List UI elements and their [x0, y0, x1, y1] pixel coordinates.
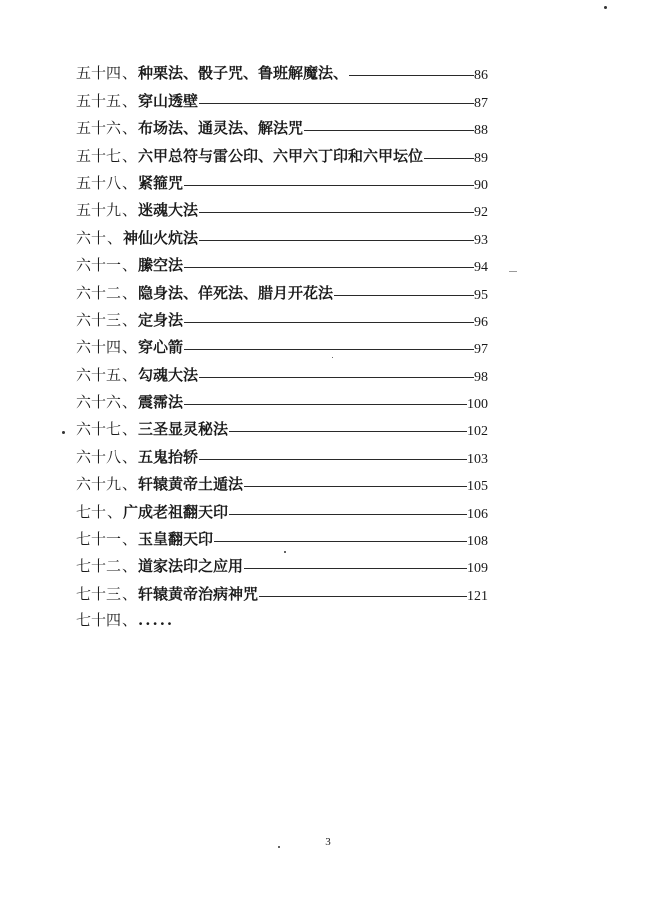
toc-entry-title: 种栗法、骰子咒、鲁班解魔法、	[138, 64, 349, 83]
toc-dot-leader	[214, 541, 467, 542]
toc-entry-number: 六十九	[76, 475, 122, 494]
toc-entry-separator: 、	[122, 365, 138, 384]
toc-entry-number: 七十二	[76, 557, 122, 576]
toc-entry-page: 100	[467, 397, 488, 413]
toc-entry-separator: 、	[122, 201, 138, 220]
toc-entry-title: 道家法印之应用	[138, 557, 244, 576]
toc-dot-leader	[184, 185, 474, 186]
toc-entry	[76, 384, 488, 411]
toc-entry-separator: 、	[122, 530, 138, 549]
toc-entry-number: 六十八	[76, 447, 122, 466]
toc-entry	[76, 548, 488, 575]
toc-entry-page: 95	[474, 287, 488, 303]
toc-entry-title: 穿山透壁	[138, 91, 199, 110]
toc-entry-separator: 、	[107, 228, 123, 247]
toc-dot-leader	[244, 486, 467, 487]
toc-dot-leader	[199, 212, 474, 213]
toc-entry-number: 五十四	[76, 64, 122, 83]
toc-entry-number: 七十四	[76, 611, 122, 630]
toc-entry	[76, 302, 488, 329]
page-number: 3	[325, 836, 331, 848]
toc-entry-separator: 、	[122, 119, 138, 138]
toc-entry-title: 勾魂大法	[138, 365, 199, 384]
toc-entry-page: 86	[474, 68, 488, 84]
toc-dot-leader	[304, 130, 474, 131]
toc-entry-number: 六十一	[76, 256, 122, 275]
table-of-contents	[76, 55, 488, 603]
toc-entry-title: 穿心箭	[138, 338, 184, 357]
toc-dot-leader	[229, 514, 467, 515]
toc-entry-number: 六十三	[76, 310, 122, 329]
toc-entry-page: 87	[474, 95, 488, 111]
toc-entry-page: 92	[474, 205, 488, 221]
toc-dot-leader	[259, 596, 467, 597]
toc-entry-number: 六十六	[76, 393, 122, 412]
scan-speck	[604, 6, 607, 9]
scan-speck	[284, 551, 286, 553]
toc-entry-page: 96	[474, 314, 488, 330]
toc-entry-page: 88	[474, 123, 488, 139]
toc-dot-leader	[184, 267, 474, 268]
toc-entry-title: 广成老祖翻天印	[123, 502, 229, 521]
toc-entry-number: 五十九	[76, 201, 122, 220]
toc-entry	[76, 466, 488, 493]
scan-speck	[278, 846, 280, 848]
toc-entry-separator: 、	[122, 420, 138, 439]
toc-entry	[76, 493, 488, 520]
toc-entry-page: 89	[474, 150, 488, 166]
toc-entry-title: 布场法、通灵法、解法咒	[138, 119, 304, 138]
toc-entry-ellipsis: .....	[138, 611, 175, 630]
scan-speck	[62, 431, 65, 434]
toc-entry-title: 三圣显灵秘法	[138, 420, 229, 439]
toc-entry	[76, 137, 488, 164]
toc-dot-leader	[199, 459, 467, 460]
toc-entry-title: 五鬼抬轿	[138, 447, 199, 466]
toc-entry-title: 神仙火炕法	[123, 228, 199, 247]
toc-entry-page: 93	[474, 232, 488, 248]
toc-entry-page: 106	[467, 506, 488, 522]
toc-entry-page: 97	[474, 342, 488, 358]
toc-entry-title: 紧箍咒	[138, 173, 184, 192]
toc-entry-number: 五十七	[76, 146, 122, 165]
toc-entry-page: 102	[467, 424, 488, 440]
toc-entry-number: 五十六	[76, 119, 122, 138]
toc-entry	[76, 219, 488, 246]
toc-entry-separator: 、	[122, 64, 138, 83]
toc-dot-leader	[244, 568, 467, 569]
toc-dot-leader	[334, 295, 474, 296]
toc-entry	[76, 274, 488, 301]
toc-entry-title: 縢空法	[138, 256, 184, 275]
toc-entry-separator: 、	[122, 173, 138, 192]
toc-dot-leader	[199, 240, 474, 241]
toc-entry-separator: 、	[122, 447, 138, 466]
toc-dot-leader	[199, 377, 474, 378]
toc-entry-number: 六十四	[76, 338, 122, 357]
toc-entry	[76, 247, 488, 274]
toc-dot-leader	[424, 158, 474, 159]
toc-entry-page: 103	[467, 451, 488, 467]
toc-entry-separator: 、	[122, 91, 138, 110]
toc-entry-title: 震霈法	[138, 393, 184, 412]
toc-entry	[76, 55, 488, 82]
toc-entry-number: 七十	[76, 502, 107, 521]
toc-entry-separator: 、	[122, 338, 138, 357]
scan-edge-mark	[509, 271, 517, 272]
toc-entry	[76, 438, 488, 465]
toc-entry	[76, 192, 488, 219]
toc-entry-separator: 、	[122, 146, 138, 165]
toc-entry-number: 七十一	[76, 530, 122, 549]
toc-entry-number: 六十七	[76, 420, 122, 439]
toc-entry-separator: 、	[122, 393, 138, 412]
toc-entry-separator: 、	[122, 611, 138, 630]
toc-entry-title: 轩辕黄帝治病神咒	[138, 584, 259, 603]
toc-entry	[76, 411, 488, 438]
toc-entry-title: 六甲总符与雷公印、六甲六丁印和六甲坛位	[138, 146, 424, 165]
toc-entry-number: 七十三	[76, 584, 122, 603]
toc-entry-separator: 、	[122, 283, 138, 302]
toc-dot-leader	[229, 431, 467, 432]
toc-dot-leader	[184, 404, 467, 405]
toc-entry	[76, 575, 488, 602]
toc-dot-leader	[184, 349, 474, 350]
toc-entry-title: 玉皇翻天印	[138, 530, 214, 549]
toc-entry-page: 108	[467, 534, 488, 550]
toc-dot-leader	[199, 103, 474, 104]
toc-entry-title: 迷魂大法	[138, 201, 199, 220]
toc-entry	[76, 110, 488, 137]
toc-dot-leader	[184, 322, 474, 323]
toc-entry-number: 五十五	[76, 91, 122, 110]
toc-entry-separator: 、	[122, 256, 138, 275]
toc-entry-page: 105	[467, 479, 488, 495]
toc-entry-separator: 、	[122, 557, 138, 576]
toc-entry-separator: 、	[122, 310, 138, 329]
toc-entry-page: 94	[474, 260, 488, 276]
toc-entry-page: 109	[467, 561, 488, 577]
toc-entry-page: 121	[467, 588, 488, 604]
toc-entry-separator: 、	[122, 584, 138, 603]
toc-entry-number: 六十	[76, 228, 107, 247]
toc-entry-title: 定身法	[138, 310, 184, 329]
toc-entry	[76, 521, 488, 548]
toc-entry-page: 98	[474, 369, 488, 385]
scan-speck	[332, 357, 333, 358]
toc-entry-title: 轩辕黄帝土遁法	[138, 475, 244, 494]
toc-entry-number: 五十八	[76, 173, 122, 192]
toc-entry-title: 隐身法、佯死法、腊月开花法	[138, 283, 334, 302]
toc-entry-last	[76, 602, 174, 629]
toc-entry	[76, 329, 488, 356]
toc-entry	[76, 356, 488, 383]
toc-entry	[76, 165, 488, 192]
toc-dot-leader	[349, 75, 474, 76]
toc-entry-number: 六十二	[76, 283, 122, 302]
toc-entry-separator: 、	[122, 475, 138, 494]
toc-entry	[76, 82, 488, 109]
toc-entry-separator: 、	[107, 502, 123, 521]
toc-entry-number: 六十五	[76, 365, 122, 384]
toc-entry-page: 90	[474, 177, 488, 193]
